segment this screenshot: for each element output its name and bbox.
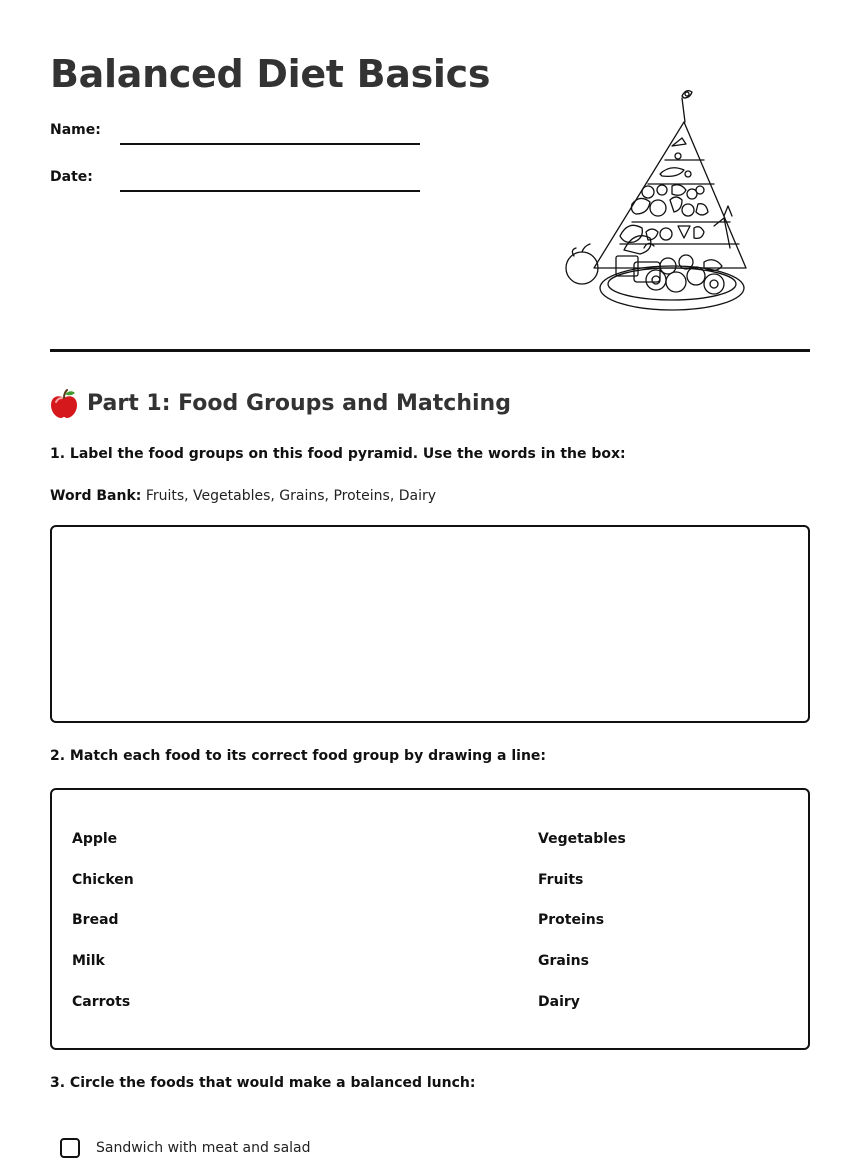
part1-heading-text: Part 1: Food Groups and Matching	[87, 391, 511, 416]
food-item[interactable]: Milk	[72, 953, 105, 969]
lunch-option[interactable]	[60, 1138, 311, 1158]
question-1: 1. Label the food groups on this food pyramid. Use the words in the box:	[50, 446, 626, 462]
food-group-item[interactable]: Proteins	[538, 912, 605, 928]
section-divider	[50, 349, 810, 352]
question-3: 3. Circle the foods that would make a balanced lunch:	[50, 1075, 476, 1091]
food-group-item[interactable]: Vegetables	[538, 831, 626, 847]
date-field[interactable]	[120, 190, 420, 192]
food-item[interactable]: Bread	[72, 912, 119, 928]
worksheet-page	[50, 0, 810, 1161]
name-field[interactable]	[120, 143, 420, 145]
food-pyramid-illustration	[564, 86, 750, 314]
apple-icon	[50, 389, 78, 419]
date-label: Date:	[50, 169, 93, 185]
word-bank	[50, 486, 436, 506]
food-group-item[interactable]: Fruits	[538, 872, 584, 888]
part1-heading	[50, 388, 511, 420]
pyramid-label-box[interactable]	[50, 525, 810, 723]
lunch-option-checkbox[interactable]	[60, 1138, 80, 1158]
matching-box	[50, 788, 810, 1050]
food-group-item[interactable]: Grains	[538, 953, 589, 969]
food-item[interactable]: Chicken	[72, 872, 134, 888]
word-bank-words: Fruits, Vegetables, Grains, Proteins, Dairy	[145, 488, 437, 504]
question-2: 2. Match each food to its correct food group by drawing a line:	[50, 748, 547, 764]
worksheet-title: Balanced Diet Basics	[50, 52, 491, 96]
name-label: Name:	[50, 122, 101, 138]
food-group-item[interactable]: Dairy	[538, 994, 580, 1010]
word-bank-label: Word Bank:	[50, 488, 142, 504]
lunch-option-label: Sandwich with meat and salad	[96, 1140, 311, 1156]
food-item[interactable]: Apple	[72, 831, 118, 847]
food-item[interactable]: Carrots	[72, 994, 131, 1010]
